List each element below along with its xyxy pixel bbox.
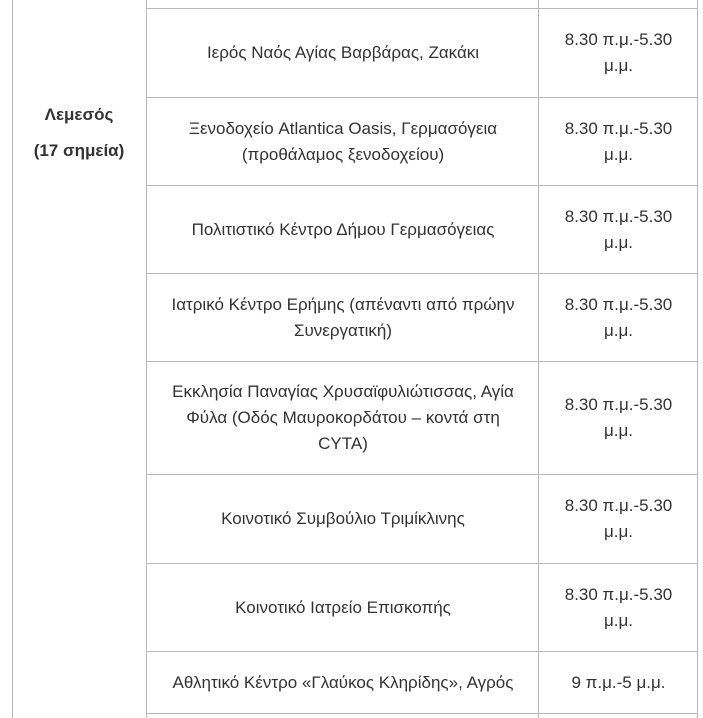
- row-divider: [146, 713, 698, 714]
- location-cell: Κοινοτικό Ιατρείο Επισκοπής: [235, 597, 451, 617]
- hours-cell: 8.30 π.μ.-5.30 μ.μ.: [564, 395, 673, 440]
- hours-cell: 8.30 π.μ.-5.30 μ.μ.: [564, 584, 673, 630]
- column-divider-region: [146, 0, 147, 718]
- region-count: (17 σημεία): [33, 140, 125, 160]
- hours-cell: 8.30 π.μ.-5.30 μ.μ.: [564, 294, 673, 340]
- location-cell: Ιατρικό Κέντρο Ερήμης (απέναντι από πρώην Συνεργατική): [171, 294, 515, 340]
- hours-cell: 8.30 π.μ.-5.30 μ.μ.: [564, 30, 673, 75]
- location-cell: Εκκλησία Παναγίας Χρυσαϊφυλιώτισσας, Αγία Φύλα (Οδός Μαυροκορδάτου – κοντά στη CYTA): [172, 382, 514, 453]
- hours-cell: 8.30 π.μ.-5.30 μ.μ.: [564, 496, 673, 541]
- location-cell: Κοινοτικό Συμβούλιο Τριμίκλινης: [221, 509, 465, 528]
- hours-cell: 8.30 π.μ.-5.30 μ.μ.: [564, 118, 673, 164]
- location-cell: Ιερός Ναός Αγίας Βαρβάρας, Ζακάκι: [206, 43, 480, 62]
- region-cell: [12, 0, 146, 265]
- region-name: Λεμεσός: [44, 104, 114, 124]
- location-cell: Αθλητικό Κέντρο «Γλαύκος Κληρίδης», Αγρός: [172, 672, 514, 692]
- table-border-right: [697, 0, 698, 718]
- column-divider-hours: [538, 0, 539, 718]
- location-cell: Ξενοδοχείο Atlantica Oasis, Γερμασόγεια (προθάλαμος ξενοδοχείου): [188, 118, 498, 164]
- hours-cell: 9 π.μ.-5 μ.μ.: [571, 672, 666, 692]
- hours-cell: 8.30 π.μ.-5.30 μ.μ.: [564, 206, 673, 252]
- location-cell: Πολιτιστικό Κέντρο Δήμου Γερμασόγειας: [191, 219, 495, 239]
